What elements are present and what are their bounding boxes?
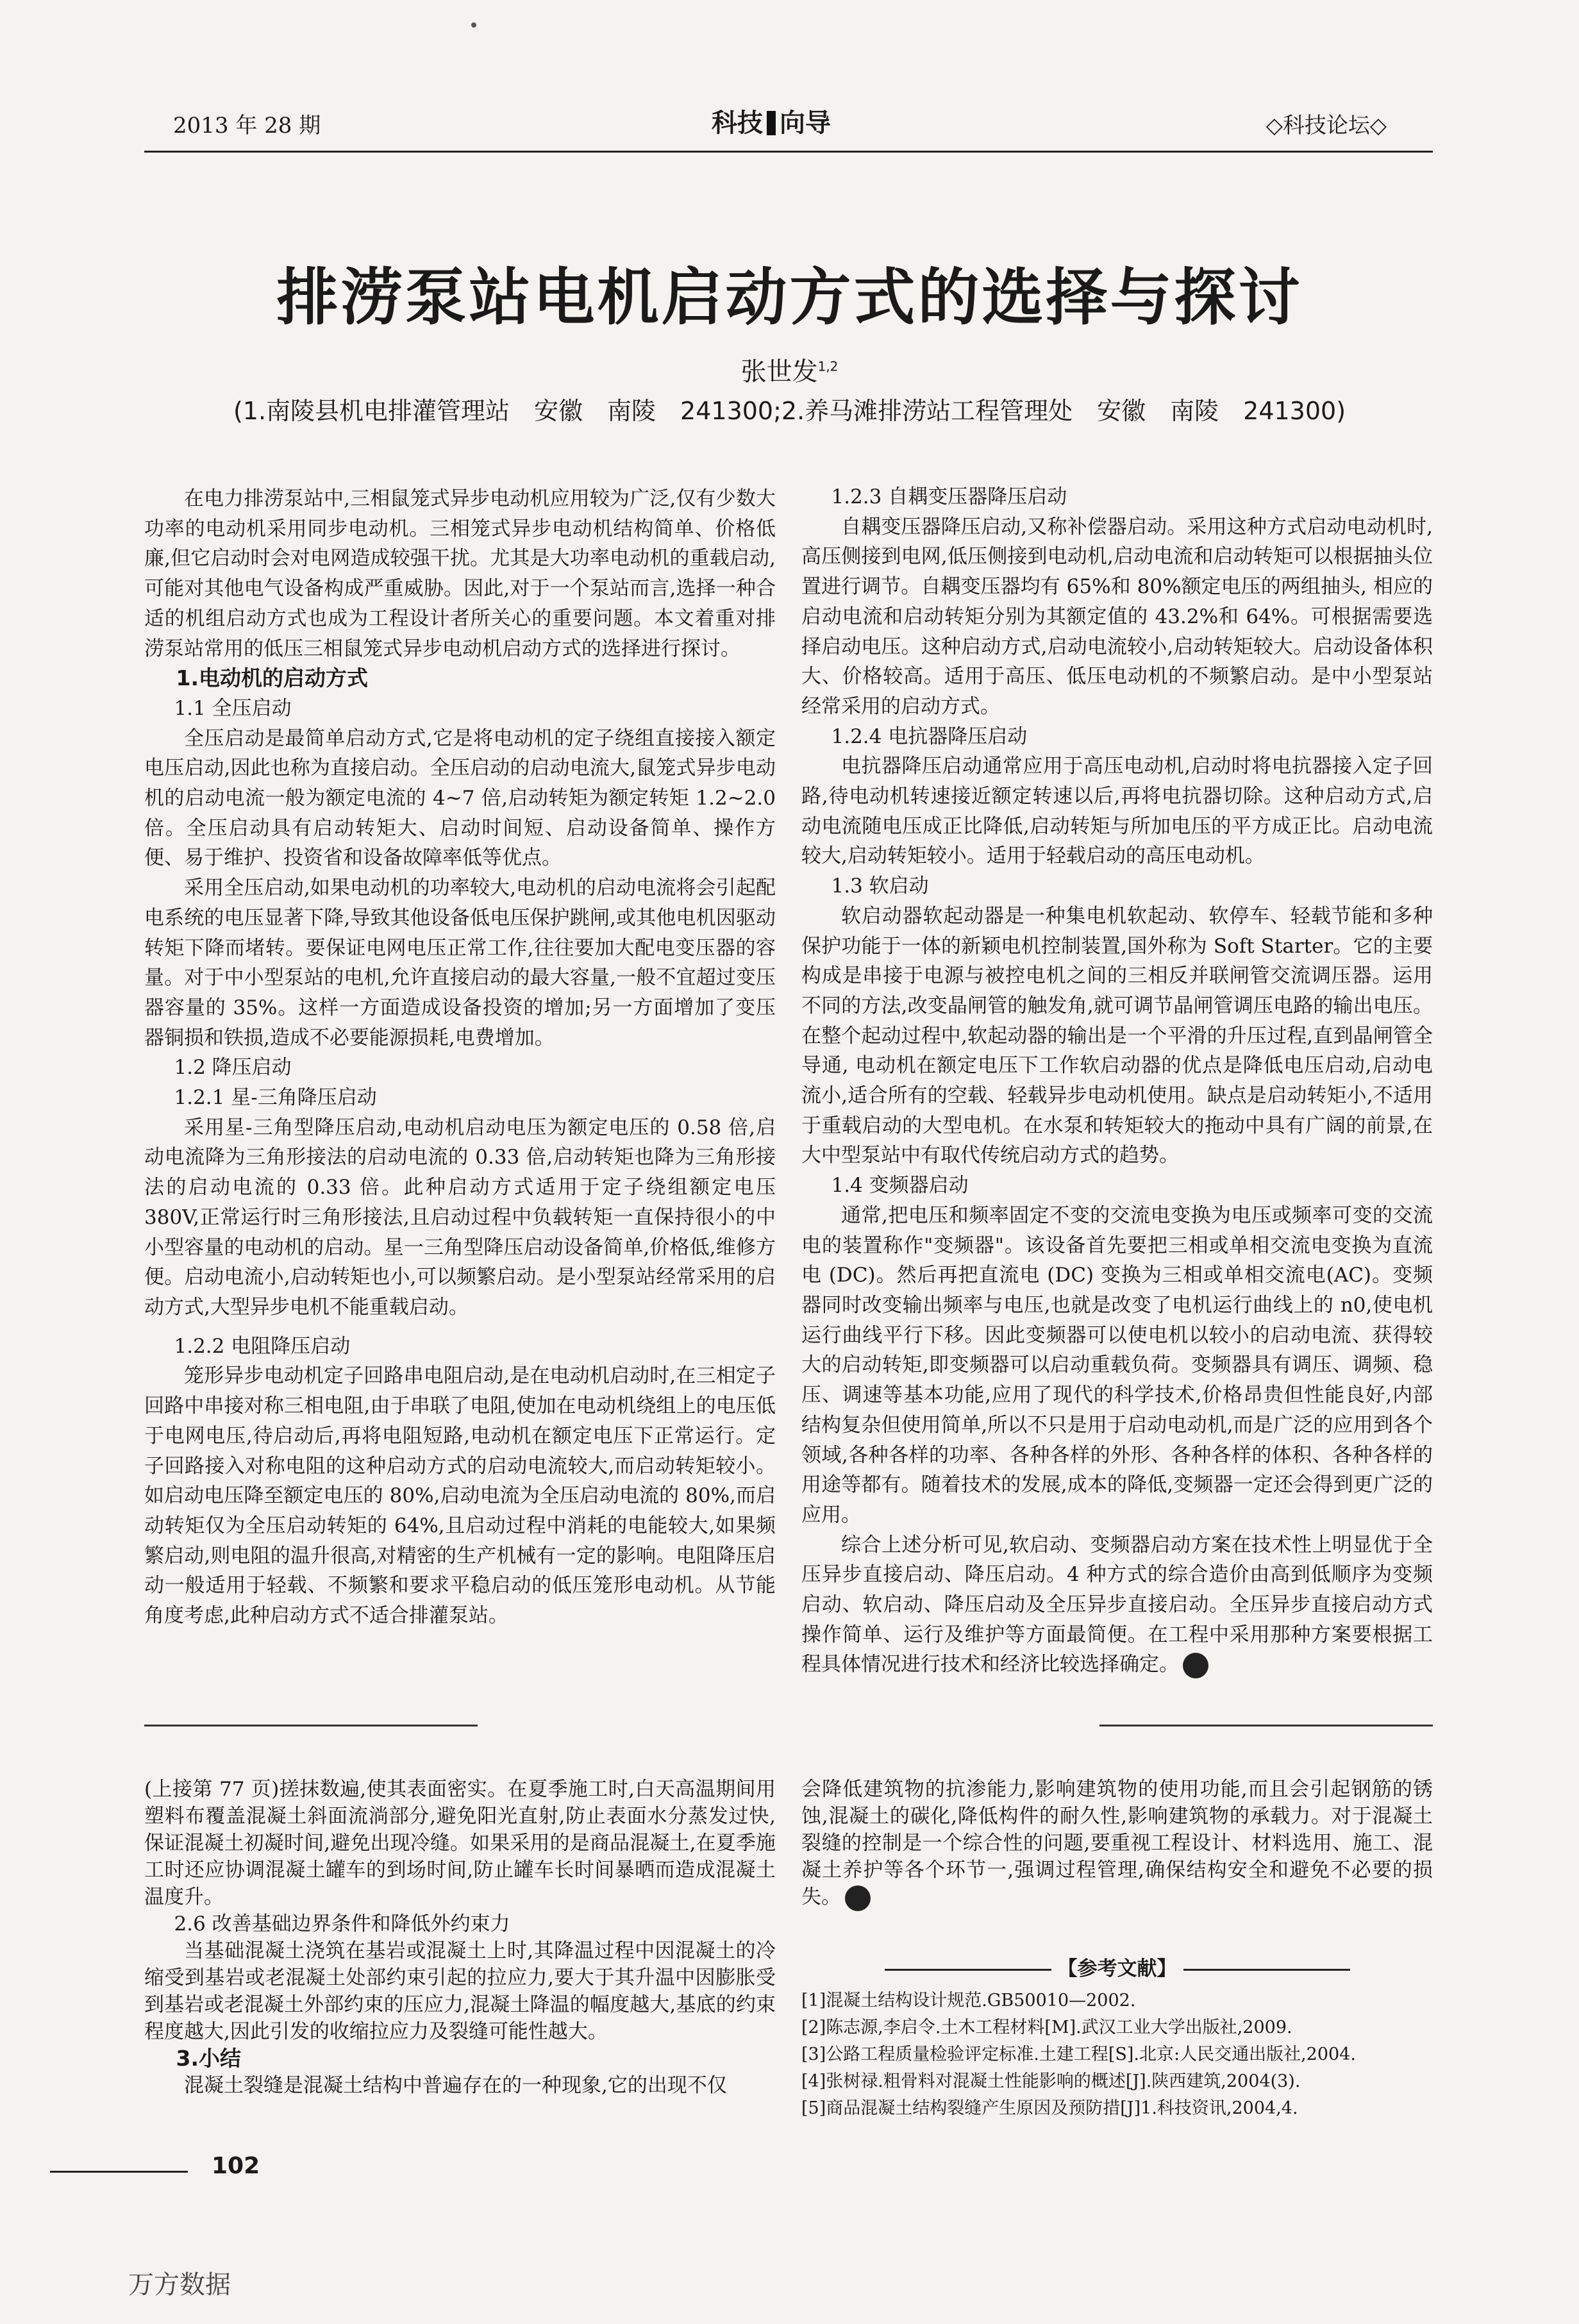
subsection-heading: 1.3 软启动: [831, 874, 929, 898]
continued-column-right: [801, 1776, 1433, 1911]
subsection-heading: 1.2 降压启动: [174, 1056, 292, 1080]
journal-name-right: 向导: [780, 108, 831, 138]
paragraph: [801, 1530, 1433, 1680]
paragraph: 电抗器降压启动通常应用于高压电动机,启动时将电抗器接入定子回路,待电动机转速接近额定转速以后,再将电抗器切除。这种启动方式,启动电流随电压成正比降低,启动转矩与所加电压的平方成正比。启动电流较大,启动转矩较小。适用于轻载启动的高压电动机。: [801, 755, 1433, 868]
subsection-heading: 1.4 变频器启动: [831, 1174, 969, 1198]
end-mark-icon: [845, 1885, 871, 1911]
subsection-heading: 1.1 全压启动: [174, 696, 292, 720]
article-title: 排涝泵站电机启动方式的选择与探讨: [276, 262, 1303, 333]
paragraph: 采用全压启动,如果电动机的功率较大,电动机的启动电流将会引起配电系统的电压显著下降,导致其他设备低电压保护跳闸,或其他电机因驱动转矩下降而堵转。要保证电网电压正常工作,往往要加大配电变压器的容量。对于中小型泵站的电机,允许直接启动的最大容量,一般不宜超过变压器容量的 35%。这样一方面造成设备投资的增加;另一方面增加了变压器铜损和铁损,造成不必要能源损耗,电费增加。: [144, 876, 776, 1049]
column-right: [801, 482, 1433, 1680]
paragraph: 软启动器软起动器是一种集电机软起动、软停车、轻载节能和多种保护功能于一体的新颖电机控制装置,国外称为 Soft Starter。它的主要构成是串接于电源与被控电机之间的三相反并联闸管交流调压器。运用不同的方法,改变晶闸管的触发角,就可调节晶闸管调压电路的输出电压。在整个起动过程中,软起动器的输出是一个平滑的升压过程,直到晶闸管全导通, 电动机在额定电压下工作软启动器的优点是降低电压启动,启动电流小,适合所有的空载、轻载异步电动机使用。缺点是启动转矩小,不适用于重载启动的大型电机。在水泵和转矩较大的拖动中具有广阔的前景,在大中型泵站中有取代传统启动方式的趋势。: [801, 904, 1433, 1167]
heading-rule-left: [885, 1969, 1051, 1971]
paragraph: 当基础混凝土浇筑在基岩或混凝土上时,其降温过程中因混凝土的冷缩受到基岩或老混凝土处部约束引起的拉应力,要大于其升温中因膨胀受到基岩或老混凝土外部约束的压应力,混凝土降温的幅度越大,基底的约束程度越大,因此引发的收缩拉应力及裂缝可能性越大。: [144, 1939, 776, 2043]
author-name: 张世发: [740, 357, 818, 387]
subsection-heading: 1.2.1 星-三角降压启动: [174, 1086, 377, 1110]
author-affil-marks: 1,2: [817, 358, 839, 374]
paragraph: 笼形异步电动机定子回路串电阻启动,是在电动机启动时,在三相定子回路中串接对称三相电阻,由于串联了电阻,使加在电动机绕组上的电压低于电网电压,待启动后,再将电阻短路,电动机在额定电压下正常运行。定子回路接入对称电阻的这种启动方式的启动电流较大,而启动转矩较小。如启动电压降至额定电压的 80%,启动电流为全压启动电流的 80%,而启动转矩仅为全压启动转矩的 64%,且启动过程中消耗的电能较大,如果频繁启动,则电阻的温升很高,对精密的生产机械有一定的影响。电阻降压启动一般适用于轻载、不频繁和要求平稳启动的低压笼形电动机。从节能角度考虑,此种启动方式不适合排灌泵站。: [144, 1364, 776, 1628]
reference-item: [2]陈志源,李启令.土木工程材料[M].武汉工业大学出版社,2009.: [801, 2018, 1292, 2037]
references-title: 【参考文献】: [1057, 1957, 1177, 1980]
paragraph: 混凝土裂缝是混凝土结构中普遍存在的一种现象,它的出现不仅: [184, 2074, 727, 2097]
paragraph: 自耦变压器降压启动,又称补偿器启动。采用这种方式启动电动机时,高压侧接到电网,低压侧接到电动机,启动电流和启动转矩可以根据抽头位置进行调节。自耦变压器均有 65%和 80%额定电压的两组抽头, 相应的启动电流和启动转矩分别为其额定值的 43.2%和 64%。可根据需要选择启动电压。这种启动方式,启动电流较小,启动转矩较大。启动设备体积大、价格较高。适用于高压、低压电动机的不频繁启动。是中小型泵站经常采用的启动方式。: [801, 515, 1433, 718]
reference-item: [1]混凝土结构设计规范.GB50010—2002.: [801, 1991, 1136, 2011]
paragraph: 采用星-三角型降压启动,电动机启动电压为额定电压的 0.58 倍,启动电流降为三角形接法的启动电流的 0.33 倍,启动转矩也降为三角形接法的启动电流的 0.33 倍。此种启动方式适用于定子绕组额定电压 380V,正常运行时三角形接法,且启动过程中负载转矩一直保持很小的中小型容量的电动机的启动。星一三角型降压启动设备简单,价格低,维修方便。启动电流小,启动转矩也小,可以频繁启动。是小型泵站经常采用的启动方式,大型异步电机不能重载启动。: [144, 1116, 776, 1319]
end-mark-icon: [1183, 1653, 1208, 1678]
journal-name: [712, 103, 831, 139]
paragraph: [801, 1776, 1433, 1911]
reference-item: [4]张树禄.粗骨料对混凝土性能影响的概述[J].陕西建筑,2004(3).: [801, 2071, 1301, 2091]
journal-name-left: 科技: [712, 108, 763, 138]
subsection-heading: 2.6 改善基础边界条件和降低外约束力: [174, 1912, 510, 1935]
watermark: 万方数据: [128, 2270, 231, 2300]
continued-text: 会降低建筑物的抗渗能力,影响建筑物的使用功能,而且会引起钢筋的锈蚀,混凝土的碳化,降低构件的耐久性,影响建筑物的承载力。对于混凝土裂缝的控制是一个综合性的问题,要重视工程设计、材料选用、施工、混凝土养护等各个环节一,强调过程管理,确保结构安全和避免不必要的损失。: [801, 1778, 1433, 1909]
paragraph: 通常,把电压和频率固定不变的交流电变换为电压或频率可变的交流电的装置称作"变频器"。该设备首先要把三相或单相交流电变换为直流电 (DC)。然后再把直流电 (DC) 变换为三相或单相交流电(AC)。变频器同时改变输出频率与电压,也就是改变了电机运行曲线上的 n0,使电机运行曲线平行下移。因此变频器可以使电机以较小的启动电流、获得较大的启动转矩,即变频器可以启动重载负荷。变频器具有调压、调频、稳压、调速等基本功能,应用了现代的科学技术,价格昂贵但性能良好,内部结构复杂但使用简单,所以不只是用于启动电动机,而是广泛的应用到各个领域,各种各样的功率、各种各样的外形、各种各样的体积、各种各样的用途等都有。随着技术的发展,成本的降低,变频器一定还会得到更广泛的应用。: [801, 1203, 1433, 1526]
header-rule: [144, 151, 1433, 153]
section-heading: 3.小结: [176, 2046, 241, 2071]
conclusion-text: 综合上述分析可见,软启动、变频器启动方案在技术性上明显优于全压异步直接启动、降压启动。4 种方式的综合造价由高到低顺序为变频启动、软启动、降压启动及全压异步直接启动。全压异步直接启动方式操作简单、运行及维护等方面最简便。在工程中采用那种方案要根据工程具体情况进行技术和经济比较选择确定。: [801, 1533, 1433, 1676]
section-divider-right: [1099, 1725, 1433, 1726]
references-heading: [801, 1952, 1433, 1981]
issue-label: 2013 年 28 期: [173, 113, 321, 138]
section-divider-left: [144, 1725, 478, 1726]
paragraph: (上接第 77 页)搓抹数遍,使其表面密实。在夏季施工时,白天高温期间用塑料布覆盖混凝土斜面流淌部分,避免阳光直射,防止表面水分蒸发过快,保证混凝土初凝时间,避免出现冷缝。如果采用的是商品混凝土,在夏季施工时还应协调混凝土罐车的到场时间,防止罐车长时间暴晒而造成混凝土温度升。: [144, 1778, 776, 1909]
column-left: [144, 484, 776, 1631]
author-line: [0, 351, 1579, 388]
continued-column-left: [144, 1776, 776, 2099]
subsection-heading: 1.2.2 电阻降压启动: [174, 1334, 351, 1358]
page-number: 102: [212, 2153, 260, 2179]
intro-paragraph: 在电力排涝泵站中,三相鼠笼式异步电动机应用较为广泛,仅有少数大功率的电动机采用同步电动机。三相笼式异步电动机结构简单、价格低廉,但它启动时会对电网造成较强干扰。尤其是大功率电动机的重载启动,可能对其他电气设备构成严重威胁。因此,对于一个泵站而言,选择一种合适的机组启动方式也成为工程设计者所关心的重要问题。本文着重对排涝泵站常用的低压三相鼠笼式异步电动机启动方式的选择进行探讨。: [144, 487, 776, 660]
subsection-heading: 1.2.4 电抗器降压启动: [831, 724, 1028, 748]
journal-logo-block: [767, 111, 776, 135]
section-heading: 1.电动机的启动方式: [176, 665, 368, 691]
subsection-heading: 1.2.3 自耦变压器降压启动: [831, 485, 1067, 508]
heading-rule-right: [1183, 1969, 1350, 1971]
footer-rule: [50, 2171, 188, 2173]
reference-item: [3]公路工程质量检验评定标准.土建工程[S].北京:人民交通出版社,2004.: [801, 2044, 1356, 2064]
paragraph: 全压启动是最简单启动方式,它是将电动机的定子绕组直接接入额定电压启动,因此也称为直接启动。全压启动的启动电流大,鼠笼式异步电动机的启动电流一般为额定电流的 4~7 倍,启动转矩为额定转矩 1.2~2.0 倍。全压启动具有启动转矩大、启动时间短、启动设备简单、操作方便、易于维护、投资省和设备故障率低等优点。: [144, 726, 776, 870]
scan-speck: [471, 22, 476, 28]
references-list: [801, 1987, 1433, 2122]
column-label: ◇科技论坛◇: [1266, 113, 1387, 138]
reference-item: [5]商品混凝土结构裂缝产生原因及预防措[J]1.科技资讯,2004,4.: [801, 2098, 1298, 2118]
affiliation: (1.南陵县机电排灌管理站 安徽 南陵 241300;2.养马滩排涝站工程管理处 安徽 南陵 241300): [233, 397, 1346, 425]
